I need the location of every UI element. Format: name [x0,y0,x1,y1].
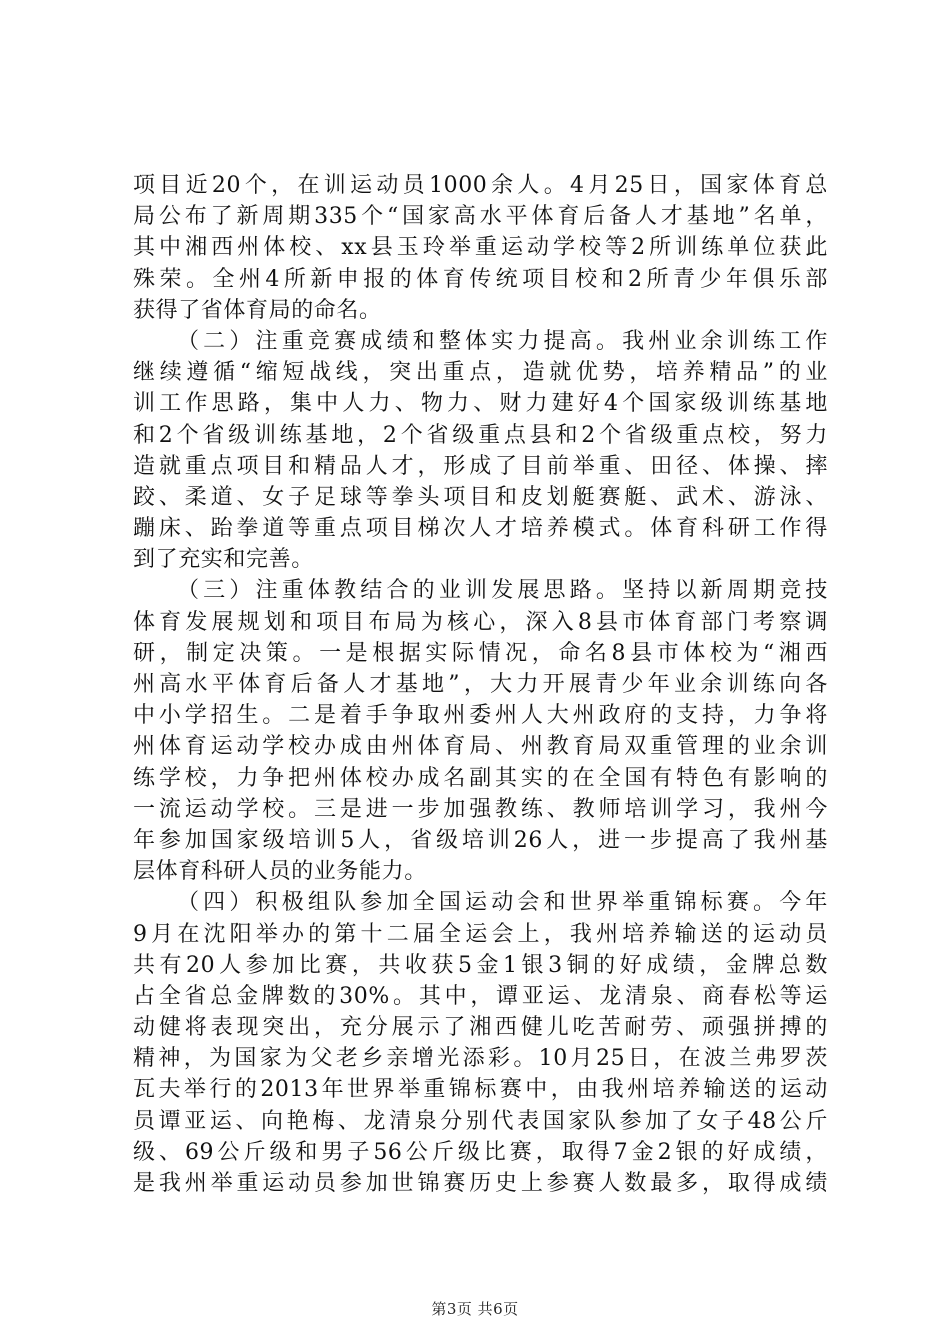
text-line: 州高水平体育后备人才基地”，大力开展青少年业余训练向各 [133,672,828,697]
text-line: 共有20人参加比赛，共收获5金1银3铜的好成绩，金牌总数 [133,952,828,978]
text-line: 和2个省级训练基地，2个省级重点县和2个省级重点校，努力 [133,422,828,448]
text-line: 一流运动学校。三是进一步加强教练、教师培训学习，我州今 [133,796,828,822]
text-line: 体育发展规划和项目布局为核心，深入8县市体育部门考察调 [133,609,828,635]
text-line: 局公布了新周期335个“国家高水平体育后备人才基地”名单， [133,204,828,230]
text-line: 继续遵循“缩短战线，突出重点，造就优势，培养精品”的业 [133,360,828,386]
paragraph-heading-line: （四）积极组队参加全国运动会和世界举重锦标赛。今年 [177,890,828,916]
text-line: 跤、柔道、女子足球等拳头项目和皮划艇赛艇、武术、游泳、 [133,484,828,510]
text-line: 精神，为国家为父老乡亲增光添彩。10月25日，在波兰弗罗茨 [133,1046,828,1072]
text-line: 层体育科研人员的业务能力。 [133,859,427,885]
text-line: 殊荣。全州4所新申报的体育传统项目校和2所青少年俱乐部 [133,266,828,292]
text-line: 动健将表现突出，充分展示了湘西健儿吃苦耐劳、顽强拼搏的 [133,1015,828,1041]
text-line: 是我州举重运动员参加世锦赛历史上参赛人数最多，取得成绩 [133,1171,828,1196]
text-line: 蹦床、跆拳道等重点项目梯次人才培养模式。体育科研工作得 [133,516,828,542]
text-line: 研，制定决策。一是根据实际情况，命名8县市体校为“湘西 [133,640,828,666]
text-line: 占全省总金牌数的30%。其中，谭亚运、龙清泉、商春松等运 [133,983,828,1009]
text-line: 9月在沈阳举办的第十二届全运会上，我州培养输送的运动员 [133,921,828,947]
text-line: 瓦夫举行的2013年世界举重锦标赛中，由我州培养输送的运动 [133,1077,828,1103]
text-line: 中小学招生。二是着手争取州委州人大州政府的支持，力争将 [133,703,828,729]
text-line: 项目近20个，在训运动员1000余人。4月25日，国家体育总 [133,173,828,198]
text-line: 练学校，力争把州体校办成名副其实的在全国有特色有影响的 [133,765,828,791]
page-number-footer: 第3页 共6页 [431,1300,519,1318]
text-line: 其中湘西州体校、xx县玉玲举重运动学校等2所训练单位获此 [133,235,828,261]
document-body [133,170,828,1199]
text-line: 州体育运动学校办成由州体育局、州教育局双重管理的业余训 [133,734,828,760]
text-line: 级、69公斤级和男子56公斤级比赛，取得7金2银的好成绩， [133,1139,828,1165]
text-line: 员谭亚运、向艳梅、龙清泉分别代表国家队参加了女子48公斤 [133,1108,828,1134]
text-line: 到了充实和完善。 [133,547,314,573]
paragraph-heading-line: （三）注重体教结合的业训发展思路。坚持以新周期竞技 [177,578,828,604]
text-line: 造就重点项目和精品人才，形成了目前举重、田径、体操、摔 [133,453,828,479]
paragraph-heading-line: （二）注重竞赛成绩和整体实力提高。我州业余训练工作 [177,328,828,354]
text-line: 获得了省体育局的命名。 [133,297,382,323]
text-line: 年参加国家级培训5人，省级培训26人，进一步提高了我州基 [133,827,828,853]
text-line: 训工作思路，集中人力、物力、财力建好4个国家级训练基地 [133,391,828,417]
